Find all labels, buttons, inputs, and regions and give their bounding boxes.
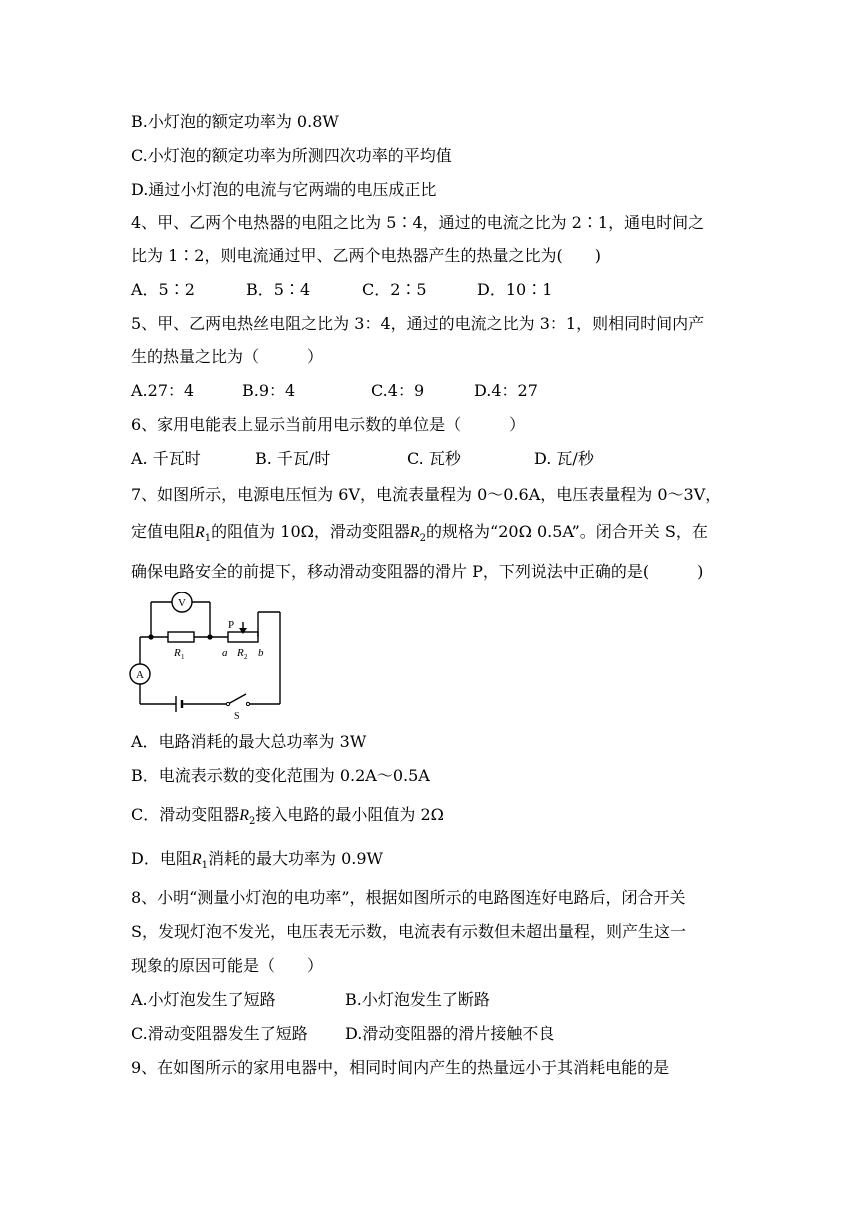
q7-r2-sub: 2 (419, 533, 427, 545)
q4-option-b: B．5∶4 (246, 280, 311, 299)
switch-contact-left (226, 702, 229, 705)
r2-sub: 2 (244, 653, 248, 661)
slider-label: P (228, 619, 235, 631)
q8-stem-line1: 8、小明“测量小灯泡的电功率”，根据如图所示的电路图连好电路后，闭合开关 (131, 888, 686, 907)
q7-stem-line3: 确保电路安全的前提下，移动滑动变阻器的滑片 P，下列说法中正确的是( ) (131, 562, 704, 581)
q5-stem-line2: 生的热量之比为（ ） (131, 347, 324, 366)
ammeter-label: A (136, 669, 144, 681)
r1-label: R (174, 647, 181, 659)
q6-option-c: C. 瓦秒 (407, 449, 461, 468)
q7-option-d-r1-sub: 1 (201, 860, 208, 872)
q5-option-c: C.4：9 (371, 381, 425, 400)
switch-contact-right (246, 702, 249, 705)
q3-option-b: B.小灯泡的额定功率为 0.8W (131, 112, 339, 131)
q7-option-d-text-a: D．电阻 (131, 849, 192, 868)
q3-option-c: C.小灯泡的额定功率为所测四次功率的平均值 (131, 146, 452, 165)
junction-left (148, 634, 153, 639)
q7-option-a: A．电路消耗的最大总功率为 3W (131, 732, 367, 751)
q8-option-a: A.小灯泡发生了短路 (131, 990, 276, 1009)
q7-text-a: 定值电阻 (131, 522, 196, 541)
q7-option-c-r2: R (239, 807, 250, 824)
q7-option-c (131, 804, 444, 833)
q6-stem: 6、家用电能表上显示当前用电示数的单位是（ ） (131, 415, 526, 434)
b-label: b (258, 647, 264, 659)
slider-arrowhead (239, 628, 247, 634)
q7-option-c-text-a: C．滑动变阻器 (131, 805, 240, 824)
q7-option-c-r2-sub: 2 (249, 816, 256, 828)
q6-option-d: D. 瓦/秒 (534, 449, 594, 468)
q7-r1-sub: 1 (204, 533, 212, 545)
q7-option-d-text-b: 消耗的最大功率为 0.9W (208, 849, 383, 868)
q7-option-c-text-b: 接入电路的最小阻值为 2Ω (255, 805, 444, 824)
q6-option-a: A. 千瓦时 (131, 449, 201, 468)
q7-option-b: B．电流表示数的变化范围为 0.2A～0.5A (131, 766, 430, 785)
q5-option-b: B.9：4 (242, 381, 296, 400)
r1-sub: 1 (181, 653, 185, 661)
q8-stem-line2: S，发现灯泡不发光，电压表无示数，电流表有示数但未超出量程，则产生这一 (131, 922, 686, 941)
q4-option-d: D．10∶1 (477, 280, 553, 299)
voltmeter-label: V (178, 597, 186, 609)
circuit-diagram (128, 592, 293, 720)
q4-stem-line1: 4、甲、乙两个电热器的电阻之比为 5∶4，通过的电流之比为 2∶1，通电时间之 (131, 213, 705, 232)
q6-option-b: B. 千瓦/时 (255, 449, 331, 468)
switch-label: S (234, 711, 240, 720)
q8-option-b: B.小灯泡发生了断路 (345, 990, 490, 1009)
q7-text-b: 的阻值为 10Ω，滑动变阻器 (211, 522, 410, 541)
q3-option-d: D.通过小灯泡的电流与它两端的电压成正比 (131, 180, 437, 199)
q7-option-d-r1: R (191, 851, 202, 868)
q7-stem-line2 (131, 521, 708, 550)
junction-right (207, 634, 212, 639)
q7-text-c: 的规格为“20Ω 0.5A”。闭合开关 S，在 (426, 522, 708, 541)
q5-option-a: A.27：4 (131, 381, 195, 400)
q9-stem: 9、在如图所示的家用电器中，相同时间内产生的热量远小于其消耗电能的是 (131, 1058, 670, 1077)
q5-option-d: D.4：27 (474, 381, 538, 400)
q5-stem-line1: 5、甲、乙两电热丝电阻之比为 3：4，通过的电流之比为 3：1，则相同时间内产 (131, 314, 705, 333)
q7-r1-symbol: R (195, 524, 205, 541)
switch-blade (228, 694, 246, 704)
q4-stem-line2: 比为 1∶2，则电流通过甲、乙两个电热器产生的热量之比为( ) (131, 246, 601, 265)
q8-option-d: D.滑动变阻器的滑片接触不良 (345, 1024, 555, 1043)
q7-r2-symbol: R (409, 524, 420, 541)
q4-option-c: C．2∶5 (362, 280, 427, 299)
resistor-r1 (168, 632, 194, 642)
q8-option-c: C.滑动变阻器发生了短路 (131, 1024, 308, 1043)
r2-label: R (237, 647, 244, 659)
q4-option-a: A．5∶2 (131, 280, 195, 299)
a-label: a (222, 647, 228, 659)
q7-option-d (131, 848, 383, 877)
q8-stem-line3: 现象的原因可能是（ ） (131, 956, 324, 975)
q7-stem-line1: 7、如图所示，电源电压恒为 6V，电流表量程为 0～0.6A，电压表量程为 0～3V， (131, 485, 722, 504)
